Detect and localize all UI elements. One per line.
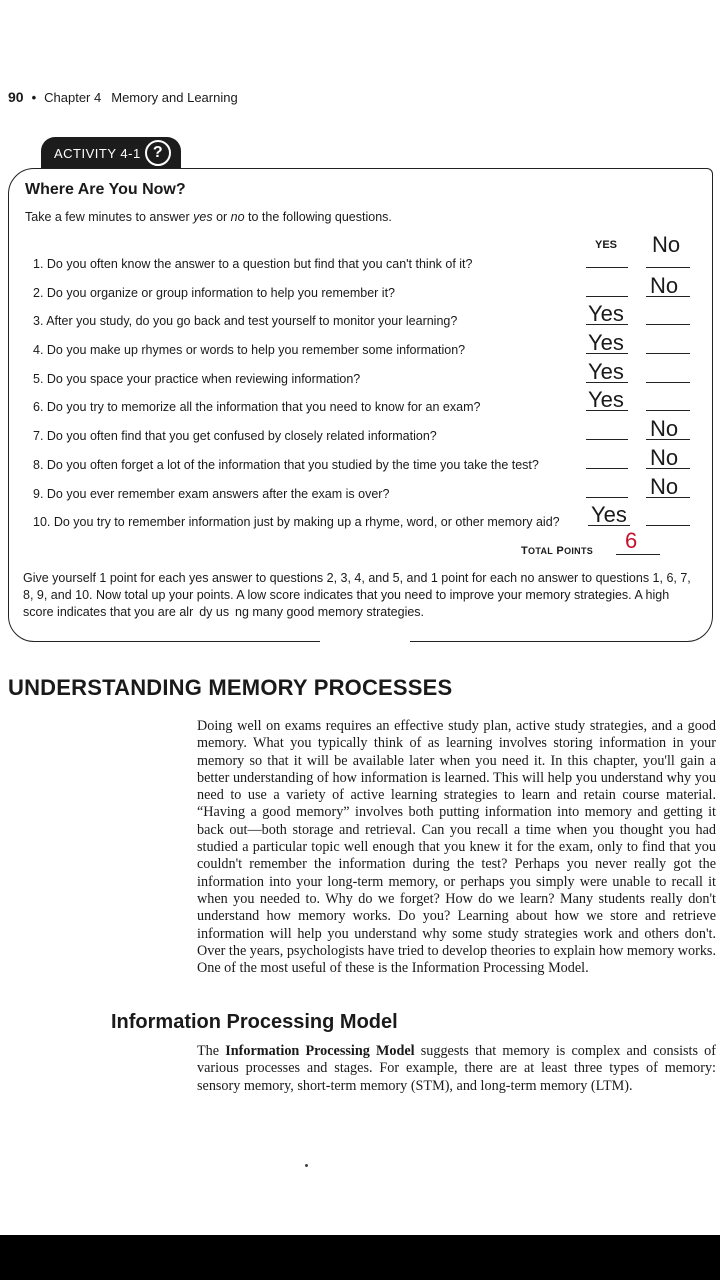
- yes-answer-line[interactable]: [586, 497, 628, 498]
- no-answer: No: [650, 416, 679, 441]
- yes-column-header: YES: [595, 239, 618, 251]
- no-column-header-handwritten: No: [652, 232, 681, 257]
- subsection-body: [197, 1043, 716, 1095]
- question-text: 9. Do you ever remember exam answers after the exam is over?: [33, 487, 390, 501]
- yes-answer: Yes: [591, 502, 627, 527]
- question-text: 4. Do you make up rhymes or words to help you remember some information?: [33, 343, 466, 357]
- subsection-heading: Information Processing Model: [111, 1011, 398, 1033]
- chapter-title: Memory and Learning: [111, 90, 238, 105]
- running-header: [8, 89, 238, 105]
- yes-answer: Yes: [588, 301, 624, 326]
- activity-tab: [41, 137, 181, 169]
- question-row: [0, 387, 720, 428]
- question-text: 6. Do you try to memorize all the information that you need to know for an exam?: [33, 400, 481, 414]
- question-mark-icon: ?: [145, 140, 171, 166]
- page-number: 90: [8, 89, 24, 105]
- subsection-body-rest: suggests that memory is complex and consists of various processes and stages. For example, there are at least three types of memory: sensory memory, short-term memory (STM), and long-term memory (LTM).: [197, 1043, 716, 1094]
- yes-answer: Yes: [588, 359, 624, 384]
- question-text: 3. After you study, do you go back and test yourself to monitor your learning?: [33, 314, 458, 328]
- question-row: [0, 257, 720, 285]
- question-text: 1. Do you often know the answer to a question but find that you can't think of it?: [33, 257, 473, 271]
- scoring-instructions: Give yourself 1 point for each yes answer to questions 2, 3, 4, and 5, and 1 point for each no answer to questions 1, 6, 7, 8, 9, and 10. Now total up your points. A low score indicates that you need to improve your memory strategies. A high score indicates that you are alr dy us ng many good memory strategies.: [23, 571, 691, 619]
- yes-answer-line[interactable]: [586, 468, 628, 469]
- no-answer-line[interactable]: [646, 410, 690, 411]
- no-answer-line[interactable]: [646, 324, 690, 325]
- no-answer: No: [650, 273, 679, 298]
- no-answer-line[interactable]: [646, 525, 690, 526]
- question-text: 5. Do you space your practice when reviewing information?: [33, 372, 361, 386]
- page-speck: [305, 1164, 308, 1167]
- total-points-line: [616, 554, 660, 555]
- screen-bottom-bar: [0, 1235, 720, 1280]
- question-row: [0, 502, 720, 543]
- no-answer-line[interactable]: [646, 353, 690, 354]
- question-text: 2. Do you organize or group information to help you remember it?: [33, 286, 395, 300]
- no-answer-line[interactable]: [646, 267, 690, 268]
- section-body: Doing well on exams requires an effective study plan, active study strategies, and a good memory. What you typically think of as learning involves storing information in your memory so that it will be available later when you need it. In this chapter, you'll gain a better understanding of how information is learned. This will help you understand why you need to use a variety of active learning strategies to learn and retain course material. “Having a good memory” involves both putting information into memory and getting it back out—both storage and retrieval. Can you recall a time when you thought you had studied a particular topic well enough that you knew it for the exam, only to find that you couldn't remember the information during the test? Perhaps you never really got the information into your long-term memory, or perhaps you simply were unable to recall it when you needed to. Why do we forget? How do we learn? Many students really don't understand how memory works. Do you? Learning about how we store and retrieve information will help you understand why some study strategies work and others don't. Over the years, psychologists have tried to develop theories to explain how memory works. One of the most useful of these is the Information Processing Model.: [197, 718, 716, 977]
- section-heading: UNDERSTANDING MEMORY PROCESSES: [8, 675, 453, 700]
- question-text: 8. Do you often forget a lot of the information that you studied by the time you take the test?: [33, 458, 539, 472]
- yes-answer-line[interactable]: [586, 296, 628, 297]
- total-points-label: TOTAL POINTS: [521, 545, 594, 557]
- yes-answer: Yes: [588, 387, 624, 412]
- activity-title: Where Are You Now?: [25, 181, 186, 198]
- box-bottom-gap: [320, 640, 410, 644]
- activity-label: ACTIVITY 4-1: [54, 146, 141, 161]
- question-row: [0, 416, 720, 457]
- question-row: [0, 445, 720, 486]
- question-text: 7. Do you often find that you get confused by closely related information?: [33, 429, 437, 443]
- yes-answer: Yes: [588, 330, 624, 355]
- chapter-label: Chapter 4: [44, 90, 102, 105]
- total-points-value: 6: [625, 528, 638, 553]
- yes-answer-line[interactable]: [586, 267, 628, 268]
- activity-intro: Take a few minutes to answer yes or no to the following questions.: [25, 210, 392, 224]
- question-text: 10. Do you try to remember information just by making up a rhyme, word, or other memory aid?: [33, 515, 560, 529]
- subsection-body-term: Information Processing Model: [225, 1043, 415, 1059]
- header-bullet: •: [31, 90, 37, 105]
- yes-answer-line[interactable]: [586, 439, 628, 440]
- no-answer: No: [650, 445, 679, 470]
- no-answer: No: [650, 474, 679, 499]
- subsection-body-lead: The: [197, 1043, 226, 1059]
- no-answer-line[interactable]: [646, 382, 690, 383]
